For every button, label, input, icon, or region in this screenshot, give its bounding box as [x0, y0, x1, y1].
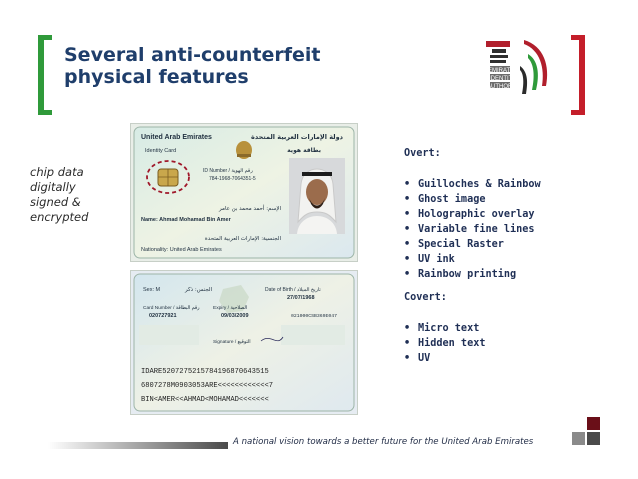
title-line-2: physical features — [64, 66, 249, 88]
falcon-emblem-icon — [236, 141, 252, 159]
card-id-number: 784-1968-7064351-5 — [209, 176, 256, 182]
card-dob: 27/07/1968 — [287, 295, 315, 301]
footer-tagline: A national vision towards a better future for the United Arab Emirates — [233, 437, 534, 447]
overt-item: • Variable fine lines — [404, 222, 541, 237]
overt-item: • Rainbow printing — [404, 267, 541, 282]
overt-item: • Guilloches & Rainbow — [404, 177, 541, 192]
overt-item: • Holographic overlay — [404, 207, 541, 222]
card-dob-label: Date of Birth / تاريخ الميلاد — [265, 287, 321, 293]
portrait-photo — [289, 158, 345, 234]
emirates-identity-authority-logo — [484, 36, 570, 106]
footer-gradient-bar — [48, 434, 228, 441]
overt-item: • Special Raster — [404, 237, 541, 252]
card-name-ar: الإسم: أحمد محمد بن عامر — [219, 206, 281, 212]
left-bracket-decoration — [38, 35, 44, 115]
overt-heading: Overt: — [404, 148, 441, 159]
feature-list — [404, 146, 541, 366]
side-label-line: chip data — [30, 165, 84, 179]
slide-title — [64, 44, 320, 88]
card-country: United Arab Emirates — [141, 134, 212, 141]
side-label-line: encrypted — [30, 210, 89, 224]
card-sex: Sex: M — [143, 287, 161, 293]
card-expiry-label: Expiry / الصلاحية — [213, 306, 248, 311]
card-id-label: ID Number / رقم الهوية — [203, 168, 253, 174]
logo-line-3: AUTHORITY — [487, 84, 522, 90]
overt-item: • Ghost image — [404, 192, 541, 207]
logo-line-2: IDENTITY — [489, 76, 517, 82]
covert-item: • Micro text — [404, 321, 541, 336]
card-expiry: 09/03/2009 — [221, 313, 249, 319]
covert-item: • UV — [404, 351, 541, 366]
footer-squares-decoration — [572, 417, 602, 447]
card-signature-label: Signature / التوقيع — [213, 340, 251, 345]
card-nationality-en: Nationality: United Arab Emirates — [141, 247, 222, 253]
card-sex-ar: الجنس: ذكر — [185, 287, 213, 293]
card-number: 020727921 — [149, 313, 177, 319]
id-card-front-image — [130, 123, 358, 262]
card-country-ar: دولة الإمارات العربية المتحدة — [251, 133, 343, 141]
side-label-line: signed & — [30, 195, 81, 209]
logo-line-1: EMIRATES — [488, 68, 519, 74]
overt-item: • UV ink — [404, 252, 541, 267]
covert-heading: Covert: — [404, 292, 447, 303]
overt-list — [404, 177, 541, 282]
card-serial: 021000CSB369E047 — [291, 314, 338, 319]
covert-list — [404, 321, 541, 366]
right-bracket-decoration — [579, 35, 585, 115]
id-card-back-image — [130, 270, 358, 415]
chip-data-label — [30, 165, 88, 225]
card-mrz-line: 6807278M0903053ARE<<<<<<<<<<<<7 — [141, 382, 273, 390]
card-name-en: Name: Ahmad Mohamad Bin Amer — [141, 217, 231, 223]
title-line-1: Several anti-counterfeit — [64, 44, 321, 66]
card-type-ar: بطاقة هوية — [287, 147, 321, 154]
card-fine-print-ar — [281, 325, 345, 345]
side-label-line: digitally — [30, 180, 76, 194]
card-mrz-line: BIN<AMER<<AHMAD<MOHAMAD<<<<<<< — [141, 396, 269, 404]
covert-item: • Hidden text — [404, 336, 541, 351]
card-mrz-line: IDARE5207275215784196870643515 — [141, 368, 269, 376]
card-fine-print — [139, 325, 199, 345]
card-nationality-ar: الجنسية: الإمارات العربية المتحدة — [204, 236, 281, 242]
card-number-label: Card Number / رقم البطاقة — [143, 306, 200, 311]
card-type: Identity Card — [145, 148, 177, 154]
chip-icon — [158, 169, 178, 186]
